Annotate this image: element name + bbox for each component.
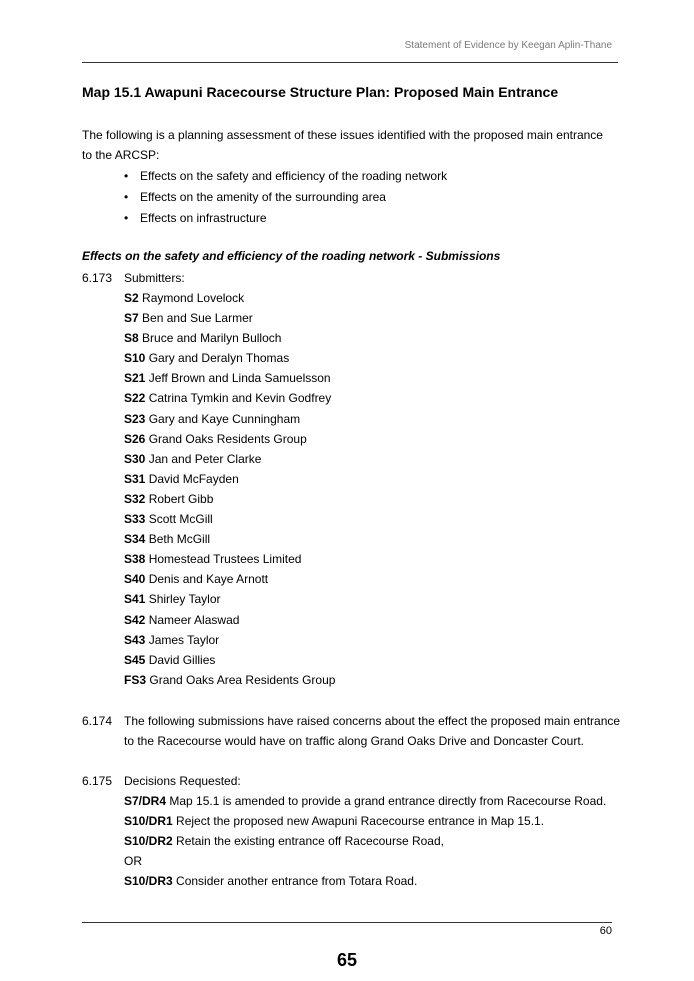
submitter-code: S43 bbox=[124, 632, 146, 647]
submitter-code: FS3 bbox=[124, 672, 147, 687]
submitter-row bbox=[124, 348, 335, 368]
intro-paragraph: The following is a planning assessment of these issues identified with the proposed main entrance to the ARCSP: bbox=[82, 128, 603, 162]
decision-row bbox=[124, 871, 606, 891]
submitter-name: Ben and Sue Larmer bbox=[142, 311, 253, 326]
submitter-row bbox=[124, 328, 335, 348]
submitter-code: S40 bbox=[124, 572, 146, 587]
submitter-row bbox=[124, 569, 335, 589]
submitters-label: Submitters: bbox=[124, 271, 185, 285]
decision-code: S10/DR1 bbox=[124, 814, 173, 829]
submitter-row bbox=[124, 589, 335, 609]
submitter-code: S34 bbox=[124, 532, 146, 547]
decision-row bbox=[124, 831, 606, 851]
paragraph-number-6-175: 6.175 bbox=[82, 774, 113, 788]
submitter-name: Gary and Deralyn Thomas bbox=[148, 351, 290, 366]
submitter-row bbox=[124, 650, 335, 670]
submitter-row bbox=[124, 449, 335, 469]
decisions-list bbox=[124, 791, 606, 891]
submitter-code: S33 bbox=[124, 512, 146, 527]
submitter-name: Bruce and Marilyn Bulloch bbox=[142, 331, 282, 346]
decision-code: S10/DR3 bbox=[124, 874, 173, 889]
footer-divider bbox=[82, 922, 612, 923]
submitter-name: Grand Oaks Area Residents Group bbox=[149, 672, 336, 687]
submitter-code: S45 bbox=[124, 652, 146, 667]
bullet-item: • Effects on infrastructure bbox=[124, 208, 447, 229]
submitter-code: S31 bbox=[124, 471, 146, 486]
submitter-name: Catrina Tymkin and Kevin Godfrey bbox=[148, 391, 332, 406]
decision-text: Reject the proposed new Awapuni Racecourse entrance in Map 15.1. bbox=[176, 814, 545, 829]
paragraph-number-6-174: 6.174 bbox=[82, 714, 113, 728]
submitter-code: S32 bbox=[124, 491, 146, 506]
submitter-name: Jeff Brown and Linda Samuelsson bbox=[148, 371, 331, 386]
submitter-row bbox=[124, 409, 335, 429]
submitter-name: Gary and Kaye Cunningham bbox=[148, 411, 301, 426]
decision-text: Map 15.1 is amended to provide a grand entrance directly from Racecourse Road. bbox=[169, 794, 607, 808]
submitter-code: S22 bbox=[124, 391, 146, 406]
submitter-code: S38 bbox=[124, 552, 146, 567]
submitter-row bbox=[124, 509, 335, 529]
submitter-code: S7 bbox=[124, 311, 139, 326]
decision-text: Retain the existing entrance off Racecourse Road, bbox=[176, 834, 444, 849]
submitter-name: Raymond Lovelock bbox=[142, 291, 245, 305]
submitter-row bbox=[124, 670, 335, 690]
submitter-name: Scott McGill bbox=[148, 512, 213, 527]
submitter-row bbox=[124, 549, 335, 569]
bullet-item: • Effects on the amenity of the surrounding area bbox=[124, 187, 447, 208]
decision-code: S10/DR2 bbox=[124, 834, 173, 849]
decision-row bbox=[124, 811, 606, 831]
submitter-code: S8 bbox=[124, 331, 139, 346]
submitter-code: S2 bbox=[124, 291, 139, 305]
submitter-row bbox=[124, 529, 335, 549]
bullet-item: • Effects on the safety and efficiency of the roading network bbox=[124, 166, 447, 187]
submitter-name: Homestead Trustees Limited bbox=[148, 552, 302, 567]
submitter-row bbox=[124, 429, 335, 449]
decision-code: S7/DR4 bbox=[124, 794, 167, 808]
submitter-name: David McFayden bbox=[148, 471, 239, 486]
submitter-code: S10 bbox=[124, 351, 146, 366]
submitter-code: S26 bbox=[124, 431, 146, 446]
decision-text: Consider another entrance from Totara Road. bbox=[176, 874, 418, 889]
submitter-name: Nameer Alaswad bbox=[148, 612, 240, 627]
submitter-code: S23 bbox=[124, 411, 146, 426]
submitter-row bbox=[124, 308, 335, 328]
submitter-row bbox=[124, 630, 335, 650]
submitter-name: Jan and Peter Clarke bbox=[148, 451, 262, 466]
header-divider bbox=[82, 62, 618, 63]
submitter-name: Robert Gibb bbox=[148, 491, 214, 506]
page-title: Map 15.1 Awapuni Racecourse Structure Plan: Proposed Main Entrance bbox=[82, 84, 559, 100]
header-text: Statement of Evidence by Keegan Aplin-Thane bbox=[404, 40, 612, 51]
paragraph-6-174-text: The following submissions have raised concerns about the effect the proposed main entrance to the Racecourse would have on traffic along Grand Oaks Drive and Doncaster Court. bbox=[124, 714, 621, 748]
submitter-name: Grand Oaks Residents Group bbox=[148, 431, 307, 446]
submitters-list bbox=[124, 288, 335, 690]
submitter-row bbox=[124, 610, 335, 630]
issues-bullet-list bbox=[124, 166, 447, 229]
submitter-code: S42 bbox=[124, 612, 146, 627]
submitter-row bbox=[124, 288, 335, 308]
stamp-page-number: 65 bbox=[336, 950, 358, 970]
submitter-row bbox=[124, 388, 335, 408]
page-number: 60 bbox=[599, 925, 612, 937]
decision-row bbox=[124, 791, 606, 811]
submitter-name: Denis and Kaye Arnott bbox=[148, 572, 269, 587]
submitter-code: S21 bbox=[124, 371, 146, 386]
submitter-name: Shirley Taylor bbox=[148, 592, 221, 607]
submitter-name: David Gillies bbox=[148, 652, 216, 667]
submitter-row bbox=[124, 489, 335, 509]
submitter-name: Beth McGill bbox=[148, 532, 211, 547]
submitter-code: S41 bbox=[124, 592, 146, 607]
submitter-row bbox=[124, 368, 335, 388]
decision-row bbox=[124, 851, 606, 871]
submitter-name: James Taylor bbox=[148, 632, 220, 647]
paragraph-number-6-173: 6.173 bbox=[82, 271, 113, 285]
decision-text: OR bbox=[124, 854, 142, 869]
section-subheading: Effects on the safety and efficiency of the roading network - Submissions bbox=[82, 249, 501, 263]
submitter-code: S30 bbox=[124, 451, 146, 466]
decisions-requested-label: Decisions Requested: bbox=[124, 774, 241, 788]
submitter-row bbox=[124, 469, 335, 489]
